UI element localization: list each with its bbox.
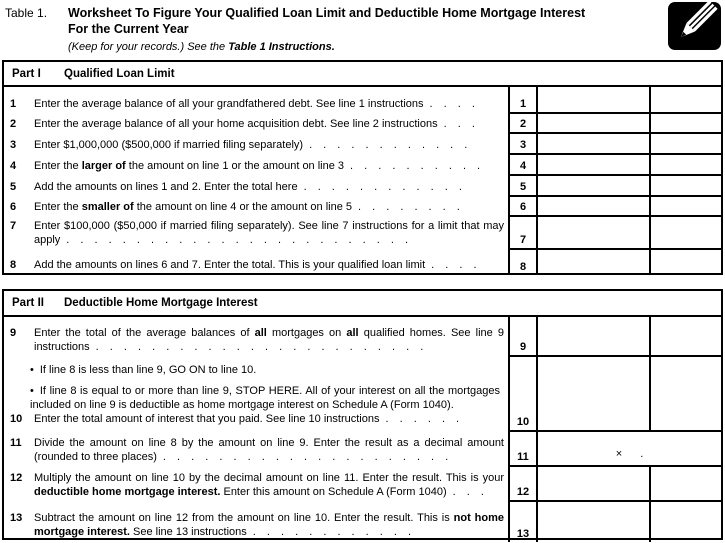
cents-entry-cell[interactable] <box>649 197 721 217</box>
decimal-entry-cell[interactable] <box>536 432 721 467</box>
table-row <box>4 502 721 542</box>
table-row <box>4 114 721 134</box>
table-row <box>4 317 721 357</box>
table-row <box>4 155 721 176</box>
bullet-icon: • <box>30 364 34 376</box>
cents-entry-cell[interactable] <box>649 502 721 542</box>
line-ref-cell: 6 <box>508 197 536 217</box>
line-number: 1 <box>10 98 17 110</box>
line-text: Enter the larger of the amount on line 1 or the amount on line 3 . . . . . . . . . . <box>34 160 481 172</box>
amount-entry-cell[interactable] <box>536 467 649 502</box>
line-text: Multiply the amount on line 10 by the decimal amount on line 11. Enter the result. This is your deductible home mortgage interest. Enter this amount on Schedule A (Form 1040) . . . <box>34 472 504 498</box>
table-row <box>4 467 721 502</box>
cents-entry-cell[interactable] <box>649 357 721 432</box>
cents-entry-cell[interactable] <box>649 155 721 176</box>
part1-header <box>4 62 721 87</box>
line-text: Subtract the amount on line 12 from the amount on line 10. Enter the result. This is not home mortgage interest. See line 13 instructions . . . . . . . . . . . . <box>34 512 504 538</box>
pencil-icon <box>668 2 721 50</box>
amount-entry-cell[interactable] <box>536 502 649 542</box>
cents-entry-cell[interactable] <box>649 317 721 357</box>
amount-entry-cell[interactable] <box>536 197 649 217</box>
line-ref-cell: 12 <box>508 467 536 502</box>
part1-label: Part I <box>12 67 41 80</box>
multiply-sign: × <box>615 448 623 460</box>
line-ref-cell: 3 <box>508 134 536 155</box>
line-ref-cell: 11 <box>508 432 536 467</box>
line-ref-cell: 4 <box>508 155 536 176</box>
line-text: Enter the total amount of interest that you paid. See line 10 instructions . . . . . . <box>34 413 460 425</box>
line-number: 11 <box>10 437 22 449</box>
line-number: 6 <box>10 201 17 213</box>
line-text: Divide the amount on line 8 by the amount on line 9. Enter the result as a decimal amount (rounded to three places) . . . . . . . . . . . . . . . . . . . . . <box>34 437 504 463</box>
line-number: 2 <box>10 118 17 130</box>
bullet-text: If line 8 is less than line 9, GO ON to line 10. <box>39 364 257 376</box>
amount-entry-cell[interactable] <box>536 217 649 250</box>
table-row <box>4 250 721 275</box>
line-number: 5 <box>10 181 17 193</box>
table-row <box>4 176 721 197</box>
part2-title: Deductible Home Mortgage Interest <box>64 297 258 309</box>
amount-entry-cell[interactable] <box>536 317 649 357</box>
amount-entry-cell[interactable] <box>536 155 649 176</box>
line-ref-cell: 9 <box>508 317 536 357</box>
cents-entry-cell[interactable] <box>649 467 721 502</box>
table-row <box>4 87 721 114</box>
page-subtitle: (Keep for your records.) See the Table 1 Instructions. <box>68 41 335 53</box>
line-text: Add the amounts on lines 6 and 7. Enter the total. This is your qualified loan limit . . . . <box>34 259 477 271</box>
line-ref-cell: 2 <box>508 114 536 134</box>
line-number: 13 <box>10 512 23 524</box>
line-ref-cell: 13 <box>508 502 536 542</box>
line-number: 8 <box>10 259 17 271</box>
table-row <box>4 217 721 250</box>
part2-table <box>2 289 723 540</box>
line-number: 7 <box>10 220 17 232</box>
line-text: Enter $100,000 ($50,000 if married filing separately). See line 7 instructions for a limit that may apply . . . . . . . . . . . . . . . . . . . . . . . . . <box>34 220 504 246</box>
amount-entry-cell[interactable] <box>536 250 649 275</box>
line-text: Enter the total of the average balances of all mortgages on all qualified homes. See line 9 instructions . . . . . . . . . . . . . . . . . . . . . . . . <box>34 327 504 353</box>
line-text: Add the amounts on lines 1 and 2. Enter the total here . . . . . . . . . . . . <box>34 181 462 193</box>
amount-entry-cell[interactable] <box>536 357 649 432</box>
amount-entry-cell[interactable] <box>536 114 649 134</box>
page-title: Worksheet To Figure Your Qualified Loan Limit and Deductible Home Mortgage Interest For the Current Year <box>68 6 586 36</box>
part2-label: Part II <box>12 297 44 309</box>
cents-entry-cell[interactable] <box>649 134 721 155</box>
amount-entry-cell[interactable] <box>536 176 649 197</box>
cents-entry-cell[interactable] <box>649 87 721 114</box>
line-text: Enter $1,000,000 ($500,000 if married filing separately) . . . . . . . . . . . . <box>34 139 468 151</box>
amount-entry-cell[interactable] <box>536 134 649 155</box>
line-number: 4 <box>10 160 17 172</box>
line-ref-cell: 7 <box>508 217 536 250</box>
amount-entry-cell[interactable] <box>536 87 649 114</box>
table-label: Table 1. <box>5 6 48 20</box>
bullet-text: If line 8 is equal to or more than line 9, STOP HERE. All of your interest on all the mortgages included on line 9 is deductible as home mortgage interest on Schedule A (Form 1040). <box>30 385 500 411</box>
instruction-bullet <box>10 384 504 412</box>
bullet-icon: • <box>30 385 34 397</box>
cents-entry-cell[interactable] <box>649 250 721 275</box>
table-row <box>4 197 721 217</box>
cents-entry-cell[interactable] <box>649 114 721 134</box>
line-text: Enter the average balance of all your home acquisition debt. See line 2 instructions . . . <box>34 118 475 130</box>
line-ref-cell: 10 <box>508 357 536 432</box>
table-row <box>4 357 721 432</box>
line-ref-cell: 5 <box>508 176 536 197</box>
line-text: Enter the smaller of the amount on line 4 or the amount on line 5 . . . . . . . . <box>34 201 460 213</box>
line-number: 3 <box>10 139 17 151</box>
line-number: 10 <box>10 413 23 425</box>
cents-entry-cell[interactable] <box>649 217 721 250</box>
part1-table <box>2 60 723 275</box>
line-ref-cell: 8 <box>508 250 536 275</box>
instruction-bullet <box>10 363 504 377</box>
decimal-point: . <box>640 448 644 460</box>
table-row <box>4 432 721 467</box>
line-ref-cell: 1 <box>508 87 536 114</box>
line-number: 9 <box>10 327 17 339</box>
table-row <box>4 134 721 155</box>
cents-entry-cell[interactable] <box>649 176 721 197</box>
part2-header <box>4 291 721 317</box>
part1-title: Qualified Loan Limit <box>64 67 175 80</box>
line-number: 12 <box>10 472 23 484</box>
line-text: Enter the average balance of all your grandfathered debt. See line 1 instructions . . . . <box>34 98 475 110</box>
